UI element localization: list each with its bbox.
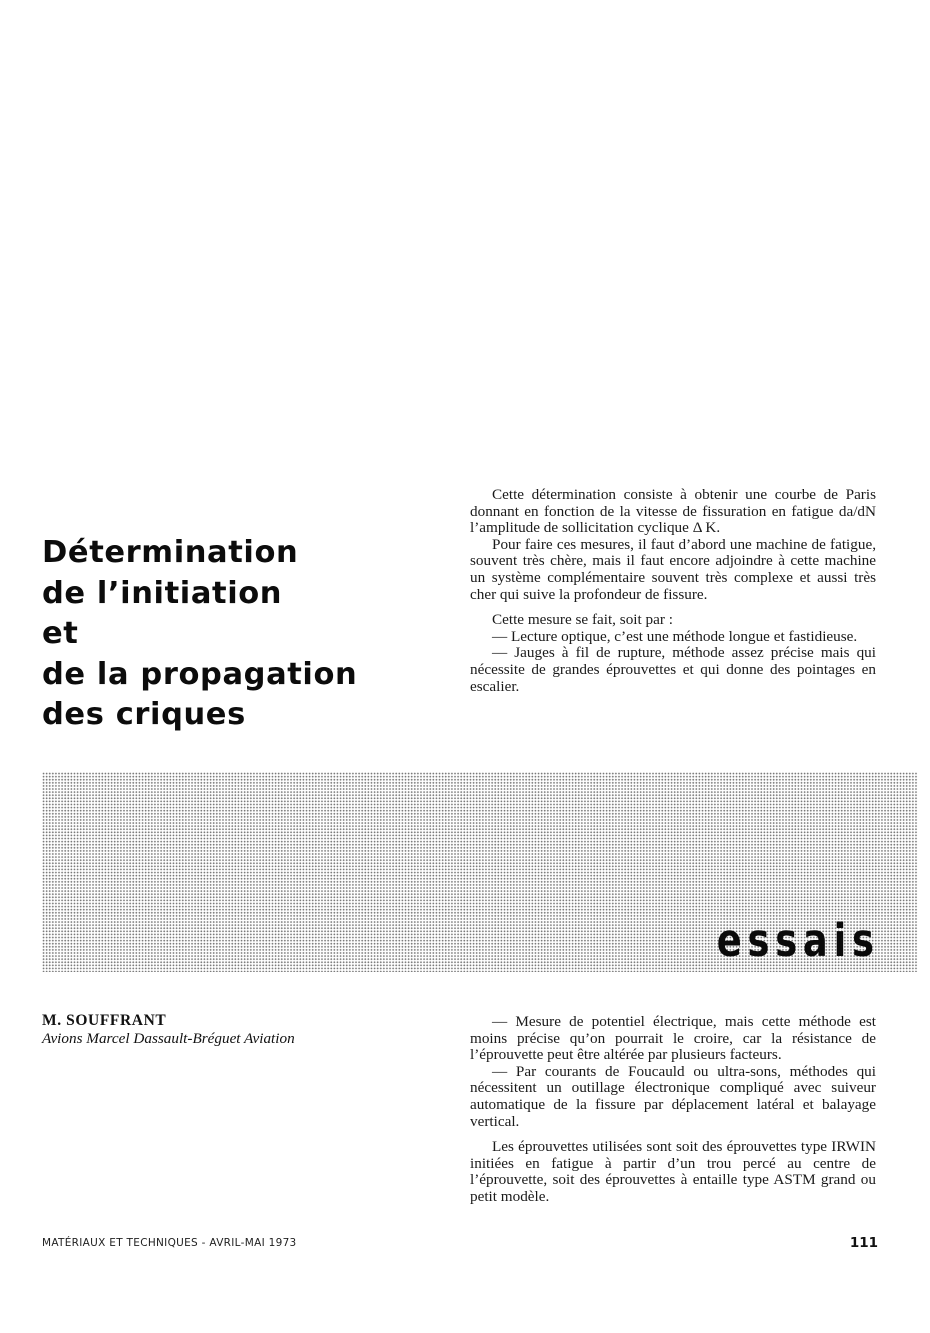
intro-paragraph: Cette détermination consiste à obtenir une courbe de Paris donnant en fonction de la vitesse de fissuration en fatigue da/dN l’amplitude de sollicitation cyclique Δ K.: [470, 486, 876, 537]
page-number: 111: [849, 1235, 878, 1251]
body-column: [470, 1014, 876, 1206]
author-affiliation: Avions Marcel Dassault-Bréguet Aviation: [42, 1030, 295, 1047]
title-line: et: [42, 616, 79, 651]
title-line: Détermination: [42, 535, 299, 570]
author-block: [42, 1012, 442, 1048]
title-line: de l’initiation: [42, 575, 283, 611]
intro-paragraph: — Jauges à fil de rupture, méthode assez précise mais qui nécessite de grandes éprouvettes et qui donne des pointages en escalier.: [470, 644, 876, 695]
body-paragraph: Les éprouvettes utilisées sont soit des éprouvettes type IRWIN initiées en fatigue à partir d’un trou percé au centre de l’éprouvette, soit des éprouvettes à entaille type ASTM grand ou petit modèle.: [470, 1138, 876, 1205]
body-paragraph: — Par courants de Foucauld ou ultra-sons, méthodes qui nécessitent un outillage électronique compliqué avec suiveur automatique de la fissure par déplacement latéral et balayage vertical.: [470, 1062, 876, 1130]
intro-paragraph: — Lecture optique, c’est une méthode longue et fastidieuse.: [492, 627, 858, 645]
body-paragraph: — Mesure de potentiel électrique, mais cette méthode est moins précise qu’on pourrait le croire, car la résistance de l’éprouvette peut être altérée par plusieurs facteurs.: [470, 1013, 876, 1064]
journal-footer: MATÉRIAUX ET TECHNIQUES - AVRIL-MAI 1973: [42, 1237, 297, 1249]
title-line: de la propagation: [42, 656, 358, 692]
title-line: des criques: [42, 697, 246, 732]
author-name: M. SOUFFRANT: [42, 1012, 167, 1029]
intro-column: [470, 487, 876, 695]
section-label: essais: [717, 914, 880, 967]
intro-paragraph: Pour faire ces mesures, il faut d’abord une machine de fatigue, souvent très chère, mais il faut encore adjoindre à cette machine un système complémentaire souvent très complexe et aussi très cher qui suive la profondeur de fissure.: [470, 535, 876, 603]
intro-paragraph: Cette mesure se fait, soit par :: [492, 611, 673, 629]
article-title: [42, 533, 432, 736]
halftone-section-band: [42, 772, 918, 972]
